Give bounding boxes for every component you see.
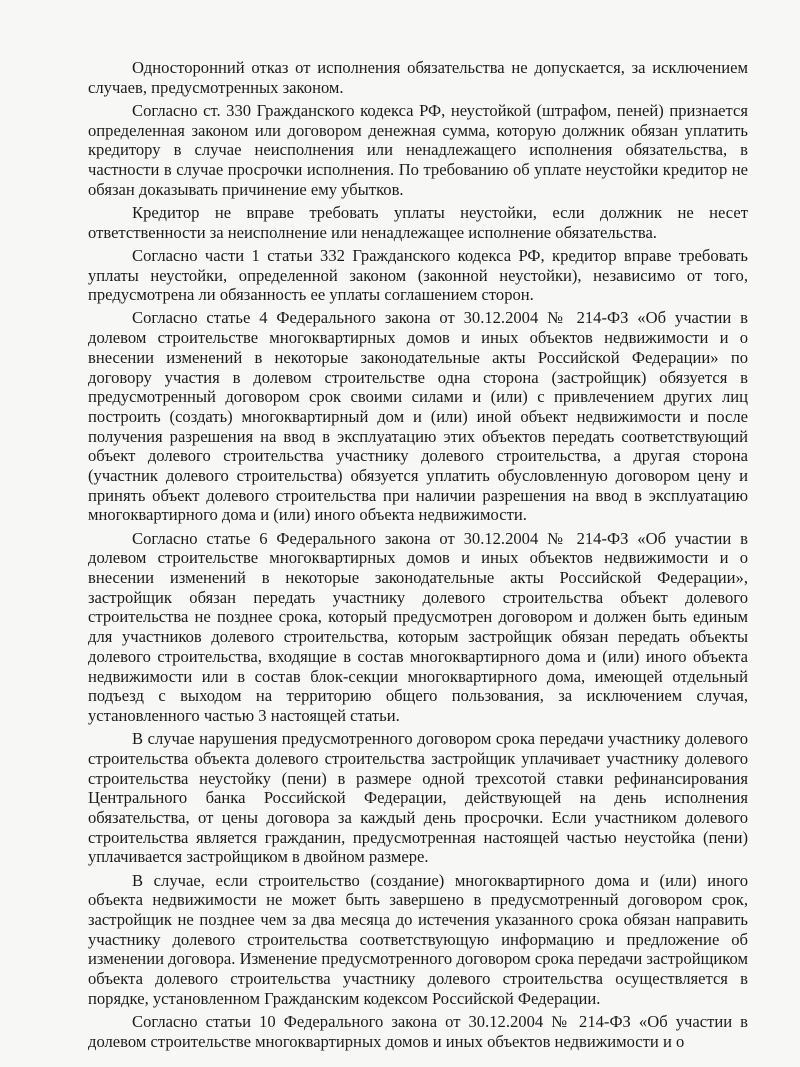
paragraph-fz214-article-10: Согласно статьи 10 Федерального закона от 30.12.2004 № 214-ФЗ «Об участии в долевом строительстве многоквартирных домов и иных объектов недвижимости и о [88, 1012, 748, 1051]
paragraph-unilateral-refusal: Односторонний отказ от исполнения обязательства не допускается, за исключением случаев, предусмотренных законом. [88, 58, 748, 97]
paragraph-article-330: Согласно ст. 330 Гражданского кодекса РФ, неустойкой (штрафом, пеней) признается определенная законом или договором денежная сумма, которую должник обязан уплатить кредитору в случае неисполнения или ненадлежащего исполнения обязательства, в частности в случае просрочки исполнения. По требованию об уплате неустойки кредитор не обязан доказывать причинение ему убытков. [88, 100, 748, 199]
paragraph-construction-delay: В случае, если строительство (создание) многоквартирного дома и (или) иного объекта недвижимости не может быть завершено в предусмотренный договором срок, застройщик не позднее чем за два месяца до истечения указанного срока обязан направить участнику долевого строительства соответствующую информацию и предложение об изменении договора. Изменение предусмотренного договором срока передачи застройщиком объекта долевого строительства участнику долевого строительства осуществляется в порядке, установленном Гражданским кодексом Российской Федерации. [88, 870, 748, 1008]
paragraph-fz214-article-6: Согласно статье 6 Федерального закона от 30.12.2004 № 214-ФЗ «Об участии в долевом строительстве многоквартирных домов и иных объектов недвижимости и о внесении изменений в некоторые законодательные акты Российской Федерации», застройщик обязан передать участнику долевого строительства объект долевого строительства не позднее срока, который предусмотрен договором и должен быть единым для участников долевого строительства, которым застройщик обязан передать объекты долевого строительства, входящие в состав многоквартирного дома и (или) иного объекта недвижимости или в состав блок-секции многоквартирного дома, имеющей отдельный подъезд с выходом на территорию общего пользования, за исключением случая, установленного частью 3 настоящей статьи. [88, 528, 748, 725]
paragraph-article-332: Согласно части 1 статьи 332 Гражданского кодекса РФ, кредитор вправе требовать уплаты неустойки, определенной законом (законной неустойки), независимо от того, предусмотрена ли обязанность ее уплаты соглашением сторон. [88, 245, 748, 305]
document-body [88, 58, 748, 1051]
paragraph-creditor-rights: Кредитор не вправе требовать уплаты неустойки, если должник не несет ответственности за неисполнение или ненадлежащее исполнение обязательства. [88, 202, 748, 242]
paragraph-fz214-article-4: Согласно статье 4 Федерального закона от 30.12.2004 № 214-ФЗ «Об участии в долевом строительстве многоквартирных домов и иных объектов недвижимости и о внесении изменений в некоторые законодательные акты Российской Федерации» по договору участия в долевом строительстве одна сторона (застройщик) обязуется в предусмотренный договором срок своими силами и (или) с привлечением других лиц построить (создать) многоквартирный дом и (или) иной объект недвижимости и после получения разрешения на ввод в эксплуатацию этих объектов передать соответствующий объект долевого строительства участнику долевого строительства, а другая сторона (участник долевого строительства) обязуется уплатить обусловленную договором цену и принять объект долевого строительства при наличии разрешения на ввод в эксплуатацию многоквартирного дома и (или) иного объекта недвижимости. [88, 308, 748, 525]
paragraph-penalty-for-delay: В случае нарушения предусмотренного договором срока передачи участнику долевого строительства объекта долевого строительства застройщик уплачивает участнику долевого строительства неустойку (пени) в размере одной трехсотой ставки рефинансирования Центрального банка Российской Федерации, действующей на день исполнения обязательства, от цены договора за каждый день просрочки. Если участником долевого строительства является гражданин, предусмотренная настоящей частью неустойка (пени) уплачивается застройщиком в двойном размере. [88, 729, 748, 867]
